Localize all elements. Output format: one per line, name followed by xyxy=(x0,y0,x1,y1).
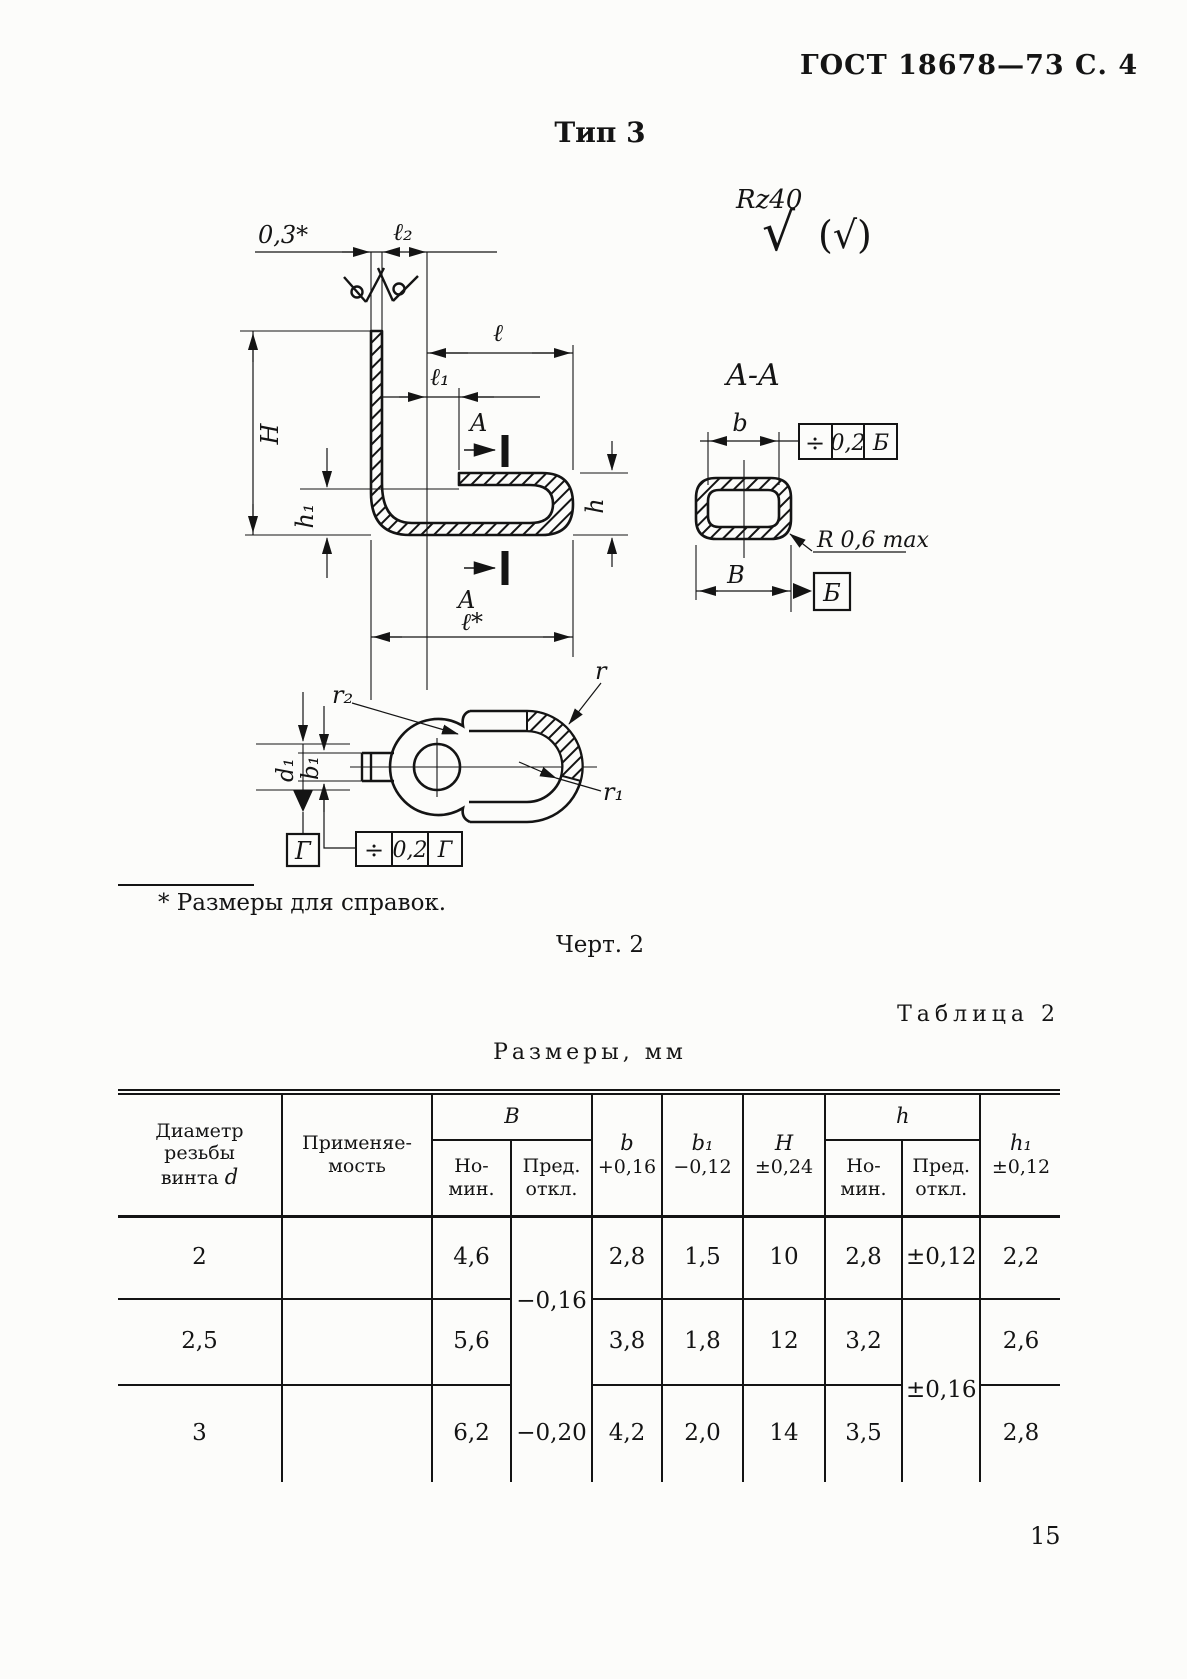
datum-triangle-G xyxy=(293,790,313,812)
symmetry-icon-2: ÷ xyxy=(363,836,385,864)
cell-application xyxy=(282,1299,432,1385)
tol-value-label-2: 0,2 xyxy=(392,838,428,863)
col-header-h1: h₁ ±0,12 xyxy=(980,1092,1060,1217)
dim-l-label: ℓ xyxy=(493,319,503,347)
cell-h1: 2,2 xyxy=(980,1217,1060,1300)
cell-application xyxy=(282,1385,432,1482)
cell-B-nom: 5,6 xyxy=(432,1299,511,1385)
dim-H-label: H xyxy=(256,423,284,445)
cell-b: 4,2 xyxy=(592,1385,662,1482)
figure-footnote: * Размеры для справок. xyxy=(158,890,447,916)
cell-B-dev-merged: −0,16 xyxy=(511,1217,592,1386)
cell-b: 2,8 xyxy=(592,1217,662,1300)
table-title: Таблица 2 xyxy=(897,1002,1060,1027)
dim-r1-label: r₁ xyxy=(603,778,625,806)
col-header-h-group: h xyxy=(825,1092,980,1140)
dim-gap-label: 0,3* xyxy=(258,221,309,249)
tol-value-label: 0,2 xyxy=(830,431,866,456)
cell-h-nom: 3,2 xyxy=(825,1299,902,1385)
dim-b1-label: b₁ xyxy=(298,756,324,780)
cell-H: 14 xyxy=(743,1385,825,1482)
datum-G-label: Г xyxy=(295,837,311,865)
symmetry-icon: ÷ xyxy=(804,429,826,457)
cell-h-nom: 3,5 xyxy=(825,1385,902,1482)
cell-b1: 1,5 xyxy=(662,1217,743,1300)
dim-B-label: B xyxy=(727,561,745,589)
table-row xyxy=(118,1217,1060,1300)
main-view-labels xyxy=(256,218,609,636)
figure-caption: Черт. 2 xyxy=(555,932,645,958)
dim-r2-label: r₂ xyxy=(332,681,354,709)
col-header-diameter: Диаметр резьбы винта d xyxy=(118,1092,282,1217)
col-header-B-nominal: Но- мин. xyxy=(432,1140,511,1217)
dim-l1-label: ℓ₁ xyxy=(430,363,450,391)
roughness-value-label: Rz40 xyxy=(736,185,803,215)
figure-type-title: Тип 3 xyxy=(554,116,646,149)
radius-note-label: R 0,6 max xyxy=(817,528,929,553)
dim-b-label: b xyxy=(732,409,748,437)
dimensions-table xyxy=(118,1089,1060,1482)
cell-b: 3,8 xyxy=(592,1299,662,1385)
cell-application xyxy=(282,1217,432,1300)
col-header-b: b +0,16 xyxy=(592,1092,662,1217)
cell-H: 12 xyxy=(743,1299,825,1385)
cell-h-nom: 2,8 xyxy=(825,1217,902,1300)
dim-d1-label: d₁ xyxy=(273,758,299,782)
section-cut-marks xyxy=(464,435,505,585)
roughness-alt-icon: (√) xyxy=(818,213,872,257)
tol-datum-label: Б xyxy=(872,431,890,456)
dim-h1-label: h₁ xyxy=(291,503,319,529)
cell-H: 10 xyxy=(743,1217,825,1300)
cell-b1: 2,0 xyxy=(662,1385,743,1482)
cell-d: 3 xyxy=(118,1385,282,1482)
dim-L-label: ℓ* xyxy=(461,608,483,636)
cell-B-nom: 4,6 xyxy=(432,1217,511,1300)
col-header-H: H ±0,24 xyxy=(743,1092,825,1217)
cell-h-dev: ±0,12 xyxy=(902,1217,980,1300)
page-header: ГОСТ 18678—73 С. 4 xyxy=(800,50,1139,81)
table-units-note: Размеры, мм xyxy=(493,1040,687,1065)
roughness-note xyxy=(735,185,872,263)
main-view xyxy=(240,252,628,700)
cell-B-nom: 6,2 xyxy=(432,1385,511,1482)
surface-finish-icon xyxy=(344,268,418,302)
cell-B-dev: −0,20 xyxy=(511,1385,592,1482)
col-header-h-deviation: Пред. откл. xyxy=(902,1140,980,1217)
cell-b1: 1,8 xyxy=(662,1299,743,1385)
dim-l2-label: ℓ₂ xyxy=(393,218,413,246)
col-header-application: Применяе- мость xyxy=(282,1092,432,1217)
cell-d: 2 xyxy=(118,1217,282,1300)
cell-h-dev-merged: ±0,16 xyxy=(902,1299,980,1482)
dim-h-label: h xyxy=(581,498,609,514)
cell-h1: 2,6 xyxy=(980,1299,1060,1385)
col-header-B-deviation: Пред. откл. xyxy=(511,1140,592,1217)
section-label-bottom: A xyxy=(458,586,476,614)
cell-h1: 2,8 xyxy=(1002,1420,1040,1447)
roughness-check-icon: √ xyxy=(762,203,796,263)
cell-d: 2,5 xyxy=(118,1299,282,1385)
col-header-B-group: B xyxy=(432,1092,592,1140)
datum-B-label: Б xyxy=(823,579,841,607)
section-label-top: A xyxy=(470,409,488,437)
bend-section-hatch xyxy=(527,711,583,781)
page-number: 15 xyxy=(1030,1522,1061,1550)
col-header-h-nominal: Но- мин. xyxy=(825,1140,902,1217)
section-view-title: A-A xyxy=(726,358,780,393)
tol-datum-label-2: Г xyxy=(437,838,453,863)
footnote-rule xyxy=(118,884,254,886)
dim-r-label: r xyxy=(595,657,607,685)
col-header-b1: b₁ −0,12 xyxy=(662,1092,743,1217)
datum-triangle-B xyxy=(793,583,812,599)
